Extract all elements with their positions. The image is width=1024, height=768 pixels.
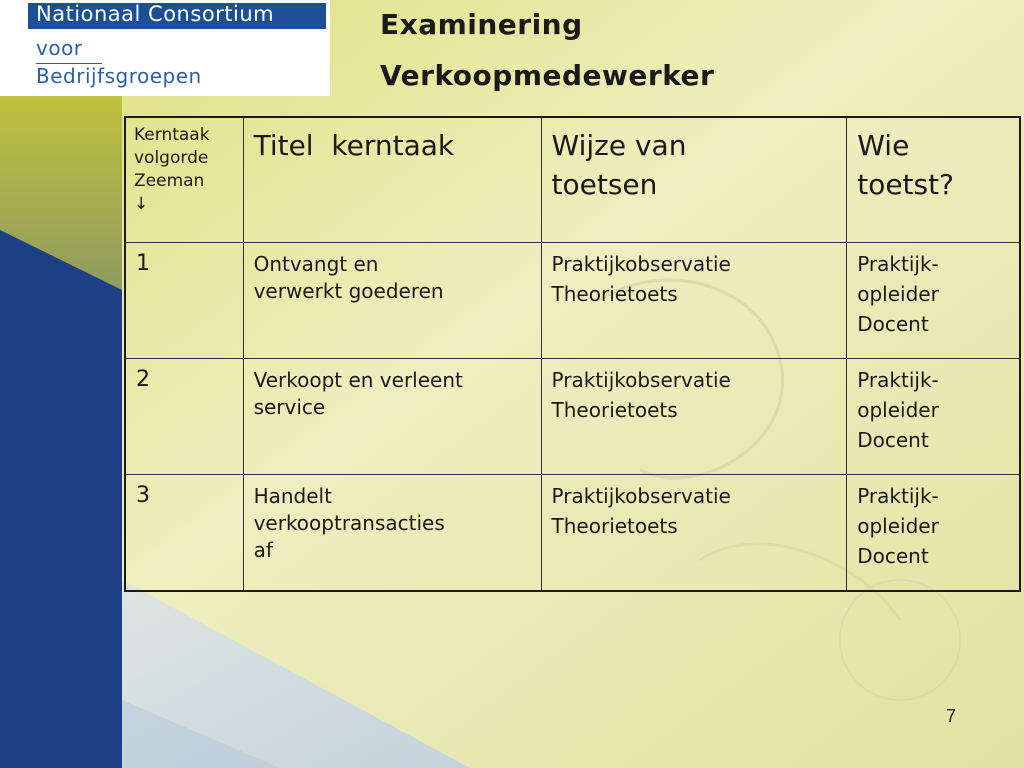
header-wijze bbox=[541, 117, 847, 243]
page-number: 7 bbox=[946, 706, 957, 726]
row-method-line: Praktijkobservatie bbox=[551, 252, 731, 276]
header-wijze-line: Wijze van bbox=[551, 129, 687, 162]
row-assessor-line: Docent bbox=[857, 544, 929, 568]
row-method-line: Theorietoets bbox=[551, 282, 678, 306]
header-wijze-line: toetsen bbox=[551, 168, 658, 202]
header-titel-text: Titel kerntaak bbox=[253, 129, 455, 162]
row-method-line: Theorietoets bbox=[551, 398, 678, 422]
row-method-line: Theorietoets bbox=[551, 514, 678, 538]
header-kerntaak bbox=[125, 117, 243, 243]
row-method bbox=[541, 475, 847, 592]
row-assessor-line: Docent bbox=[857, 312, 929, 336]
header-wie bbox=[847, 117, 1020, 243]
row-method bbox=[541, 359, 847, 475]
row-title-line: verwerkt goederen bbox=[253, 279, 444, 303]
exam-table bbox=[124, 116, 1021, 592]
row-title-line: Verkoopt en verleent bbox=[253, 368, 463, 392]
row-number: 3 bbox=[125, 475, 243, 592]
row-number: 2 bbox=[125, 359, 243, 475]
logo-line-3: Bedrijfsgroepen bbox=[36, 64, 202, 88]
row-assessor-line: opleider bbox=[857, 398, 939, 422]
row-assessor-line: Praktijk- bbox=[857, 484, 939, 508]
row-title-line: service bbox=[253, 395, 326, 419]
table-row bbox=[125, 475, 1020, 592]
header-kerntaak-line: volgorde bbox=[134, 147, 209, 168]
down-arrow-icon: ↓ bbox=[134, 193, 149, 214]
row-title bbox=[243, 475, 541, 592]
row-assessor-line: Praktijk- bbox=[857, 368, 939, 392]
row-title bbox=[243, 243, 541, 359]
header-kerntaak-line: Kerntaak bbox=[134, 125, 210, 145]
logo bbox=[0, 0, 330, 96]
header-titel bbox=[243, 117, 541, 243]
row-assessor-line: Docent bbox=[857, 428, 929, 452]
row-title-line: Ontvangt en bbox=[253, 252, 379, 276]
row-title bbox=[243, 359, 541, 475]
header-kerntaak-line: Zeeman bbox=[134, 170, 205, 191]
row-assessor bbox=[847, 243, 1020, 359]
row-title-line: Handelt bbox=[253, 484, 332, 508]
row-assessor bbox=[847, 475, 1020, 592]
row-assessor-line: opleider bbox=[857, 282, 939, 306]
header-wie-line: toetst? bbox=[857, 168, 954, 202]
slide-title-line-2: Verkoopmedewerker bbox=[380, 59, 715, 92]
table-header-row bbox=[125, 117, 1020, 243]
row-title-line: af bbox=[253, 538, 273, 562]
table-row bbox=[125, 359, 1020, 475]
table-row bbox=[125, 243, 1020, 359]
row-method bbox=[541, 243, 847, 359]
logo-line-2: voor bbox=[36, 36, 83, 60]
row-assessor bbox=[847, 359, 1020, 475]
row-assessor-line: opleider bbox=[857, 514, 939, 538]
row-method-line: Praktijkobservatie bbox=[551, 368, 731, 392]
header-wie-line: Wie bbox=[857, 129, 910, 162]
logo-line-1: Nationaal Consortium bbox=[36, 2, 275, 26]
row-title-line: verkooptransacties bbox=[253, 511, 445, 535]
slide-title-line-1: Examinering bbox=[380, 8, 583, 41]
row-number: 1 bbox=[125, 243, 243, 359]
row-method-line: Praktijkobservatie bbox=[551, 484, 731, 508]
row-assessor-line: Praktijk- bbox=[857, 252, 939, 276]
